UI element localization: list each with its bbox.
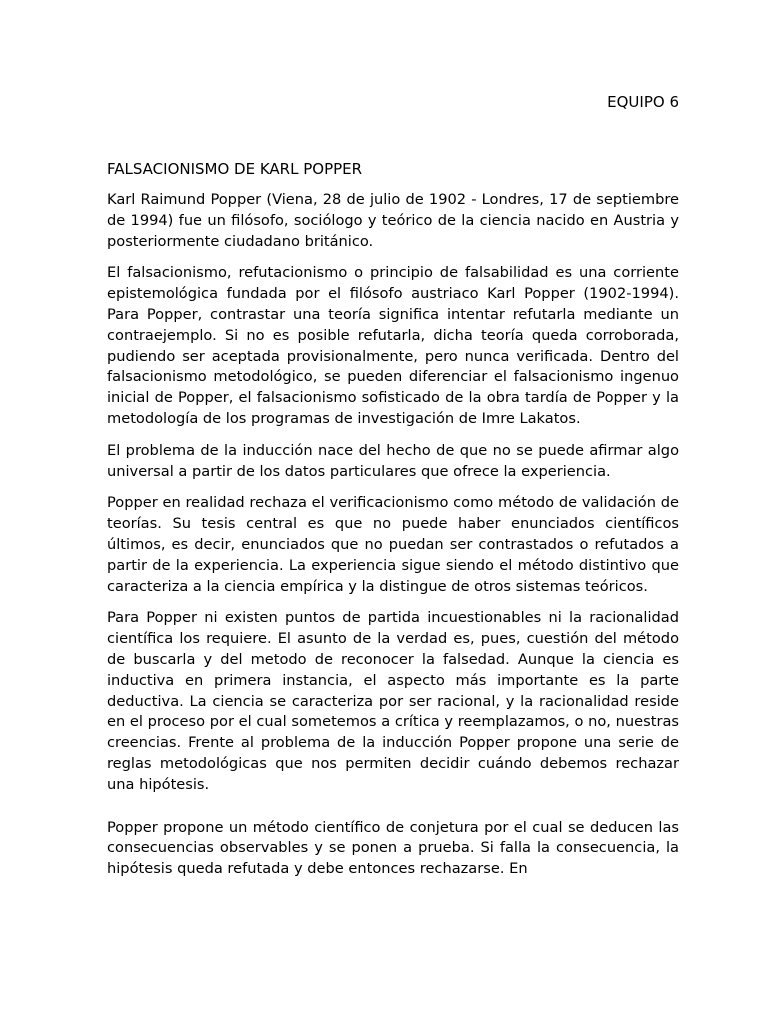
paragraph-racionalidad: Para Popper ni existen puntos de partida incuestionables ni la racionalidad científica los requiere. El asunto de la verdad es, pues, cuestión del método de buscarla y del metodo de reconocer la falsedad. Aunque la ciencia es inductiva en primera instancia, el aspecto más importante es la parte deductiva. La ciencia se caracteriza por ser racional, y la racionalidad reside en el proceso por el cual sometemos a crítica y reemplazamos, o no, nuestras creencias. Frente al problema de la inducción Popper propone una serie de reglas metodológicas que nos permiten decidir cuándo debemos rechazar una hipótesis. — [107, 609, 679, 793]
paragraph-verificacionismo: Popper en realidad rechaza el verificacionismo como método de validación de teorías. Su tesis central es que no puede haber enunciados científicos últimos, es decir, enunciados que no puedan ser contrastados o refutados a partir de la experiencia. La experiencia sigue siendo el método distintivo que caracteriza a la ciencia empírica y la distingue de otros sistemas teóricos. — [107, 494, 679, 595]
document-title: FALSACIONISMO DE KARL POPPER — [107, 160, 363, 178]
paragraph-induccion: El problema de la inducción nace del hecho de que no se puede afirmar algo universal a partir de los datos particulares que ofrece la experiencia. — [107, 441, 679, 480]
paragraph-biography: Karl Raimund Popper (Viena, 28 de julio de 1902 - Londres, 17 de septiembre de 1994) fue un filósofo, sociólogo y teórico de la ciencia nacido en Austria y posteriormente ciudadano británico. — [107, 191, 679, 250]
paragraph-metodo-cientifico: Popper propone un método científico de conjetura por el cual se deducen las consecuencias observables y se ponen a prueba. Si falla la consecuencia, la hipótesis queda refutada y debe entonces rechazarse. En — [107, 818, 679, 878]
team-label: EQUIPO 6 — [607, 93, 679, 111]
paragraph-falsacionismo: El falsacionismo, refutacionismo o principio de falsabilidad es una corriente epistemológica fundada por el filósofo austriaco Karl Popper (1902-1994). Para Popper, contrastar una teoría significa intentar refutarla mediante un contraejemplo. Si no es posible refutarla, dicha teoría queda corroborada, pudiendo ser aceptada provisionalmente, pero nunca verificada. Dentro del falsacionismo metodológico, se pueden diferenciar el falsacionismo ingenuo inicial de Popper, el falsacionismo sofisticado de la obra tardía de Popper y la metodología de los programas de investigación de Imre Lakatos. — [107, 264, 679, 427]
document-body — [107, 92, 679, 891]
